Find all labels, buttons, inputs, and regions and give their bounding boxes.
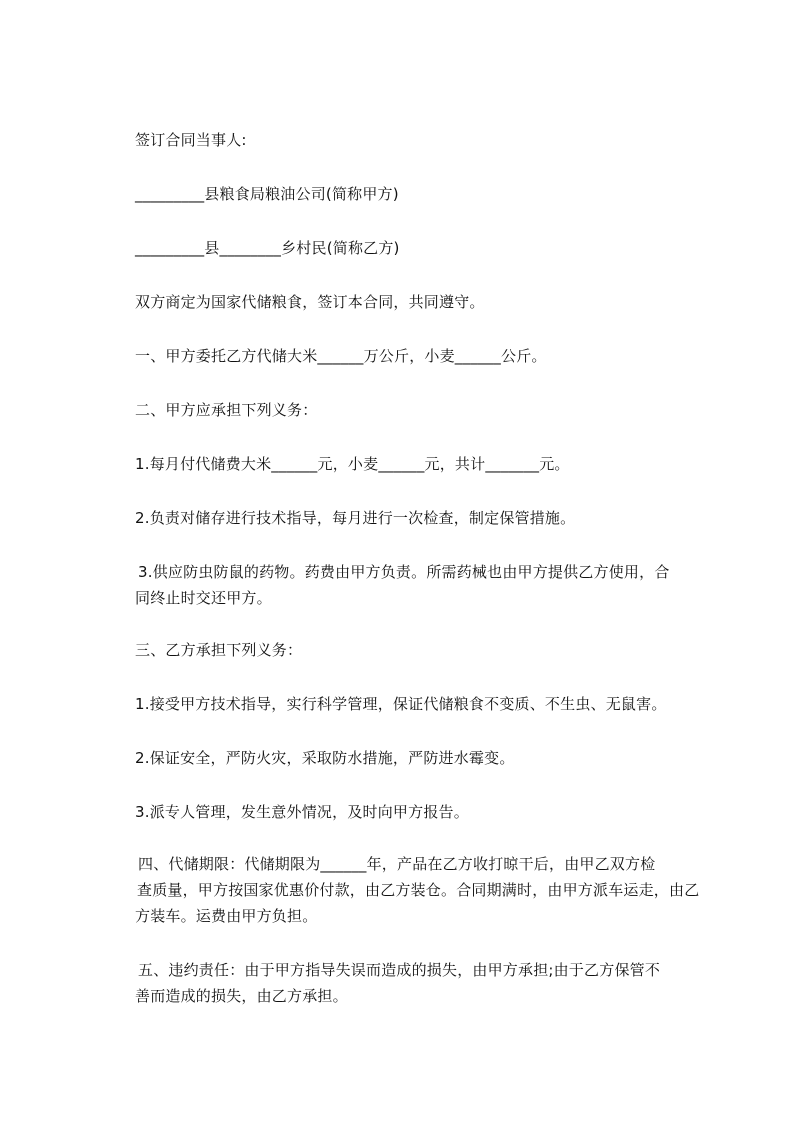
clause-4-line-3: 方装车。运费由甲方负担。 [135,907,318,925]
clause-2-item-3-line-1: 3.供应防虫防鼠的药物。药费由甲方负责。所需药械也由甲方提供乙方使用，合 [138,563,670,581]
clause-3-item-1: 1.接受甲方技术指导，实行科学管理，保证代储粮食不变质、不生虫、无鼠害。 [135,695,667,713]
clause-2-item-3 [135,559,670,611]
preamble: 双方商定为国家代储粮食，签订本合同，共同遵守。 [135,293,485,311]
clause-2-item-2: 2.负责对储存进行技术指导，每月进行一次检查，制定保管措施。 [135,509,576,527]
party-a-line: _________县粮食局粮油公司(简称甲方) [135,185,399,203]
clause-5-line-2: 善而造成的损失，由乙方承担。 [135,987,348,1005]
clause-4-line-2: 查质量，甲方按国家优惠价付款，由乙方装仓。合同期满时，由甲方派车运走，由乙 [137,881,700,899]
clause-3-heading: 三、乙方承担下列义务： [135,641,303,659]
clause-1: 一、甲方委托乙方代储大米______万公斤，小麦______公斤。 [135,347,547,365]
clause-5 [135,957,660,1009]
parties-heading: 签订合同当事人: [135,131,247,149]
clause-2-heading: 二、甲方应承担下列义务： [135,401,318,419]
clause-3-item-2: 2.保证安全，严防火灾，采取防水措施，严防进水霉变。 [135,749,515,767]
clause-5-line-1: 五、违约责任：由于甲方指导失误而造成的损失，由甲方承担;由于乙方保管不 [138,961,661,979]
clause-4-line-1: 四、代储期限：代储期限为______年，产品在乙方收打晾干后，由甲乙双方检 [138,855,656,873]
clause-3-item-3: 3.派专人管理，发生意外情况，及时向甲方报告。 [135,803,469,821]
clause-4 [135,851,699,929]
clause-2-item-3-line-2: 同终止时交还甲方。 [135,589,272,607]
clause-2-item-1: 1.每月付代储费大米______元，小麦______元，共计_______元。 [135,455,570,473]
party-b-line: _________县________乡村民(简称乙方) [135,239,400,257]
